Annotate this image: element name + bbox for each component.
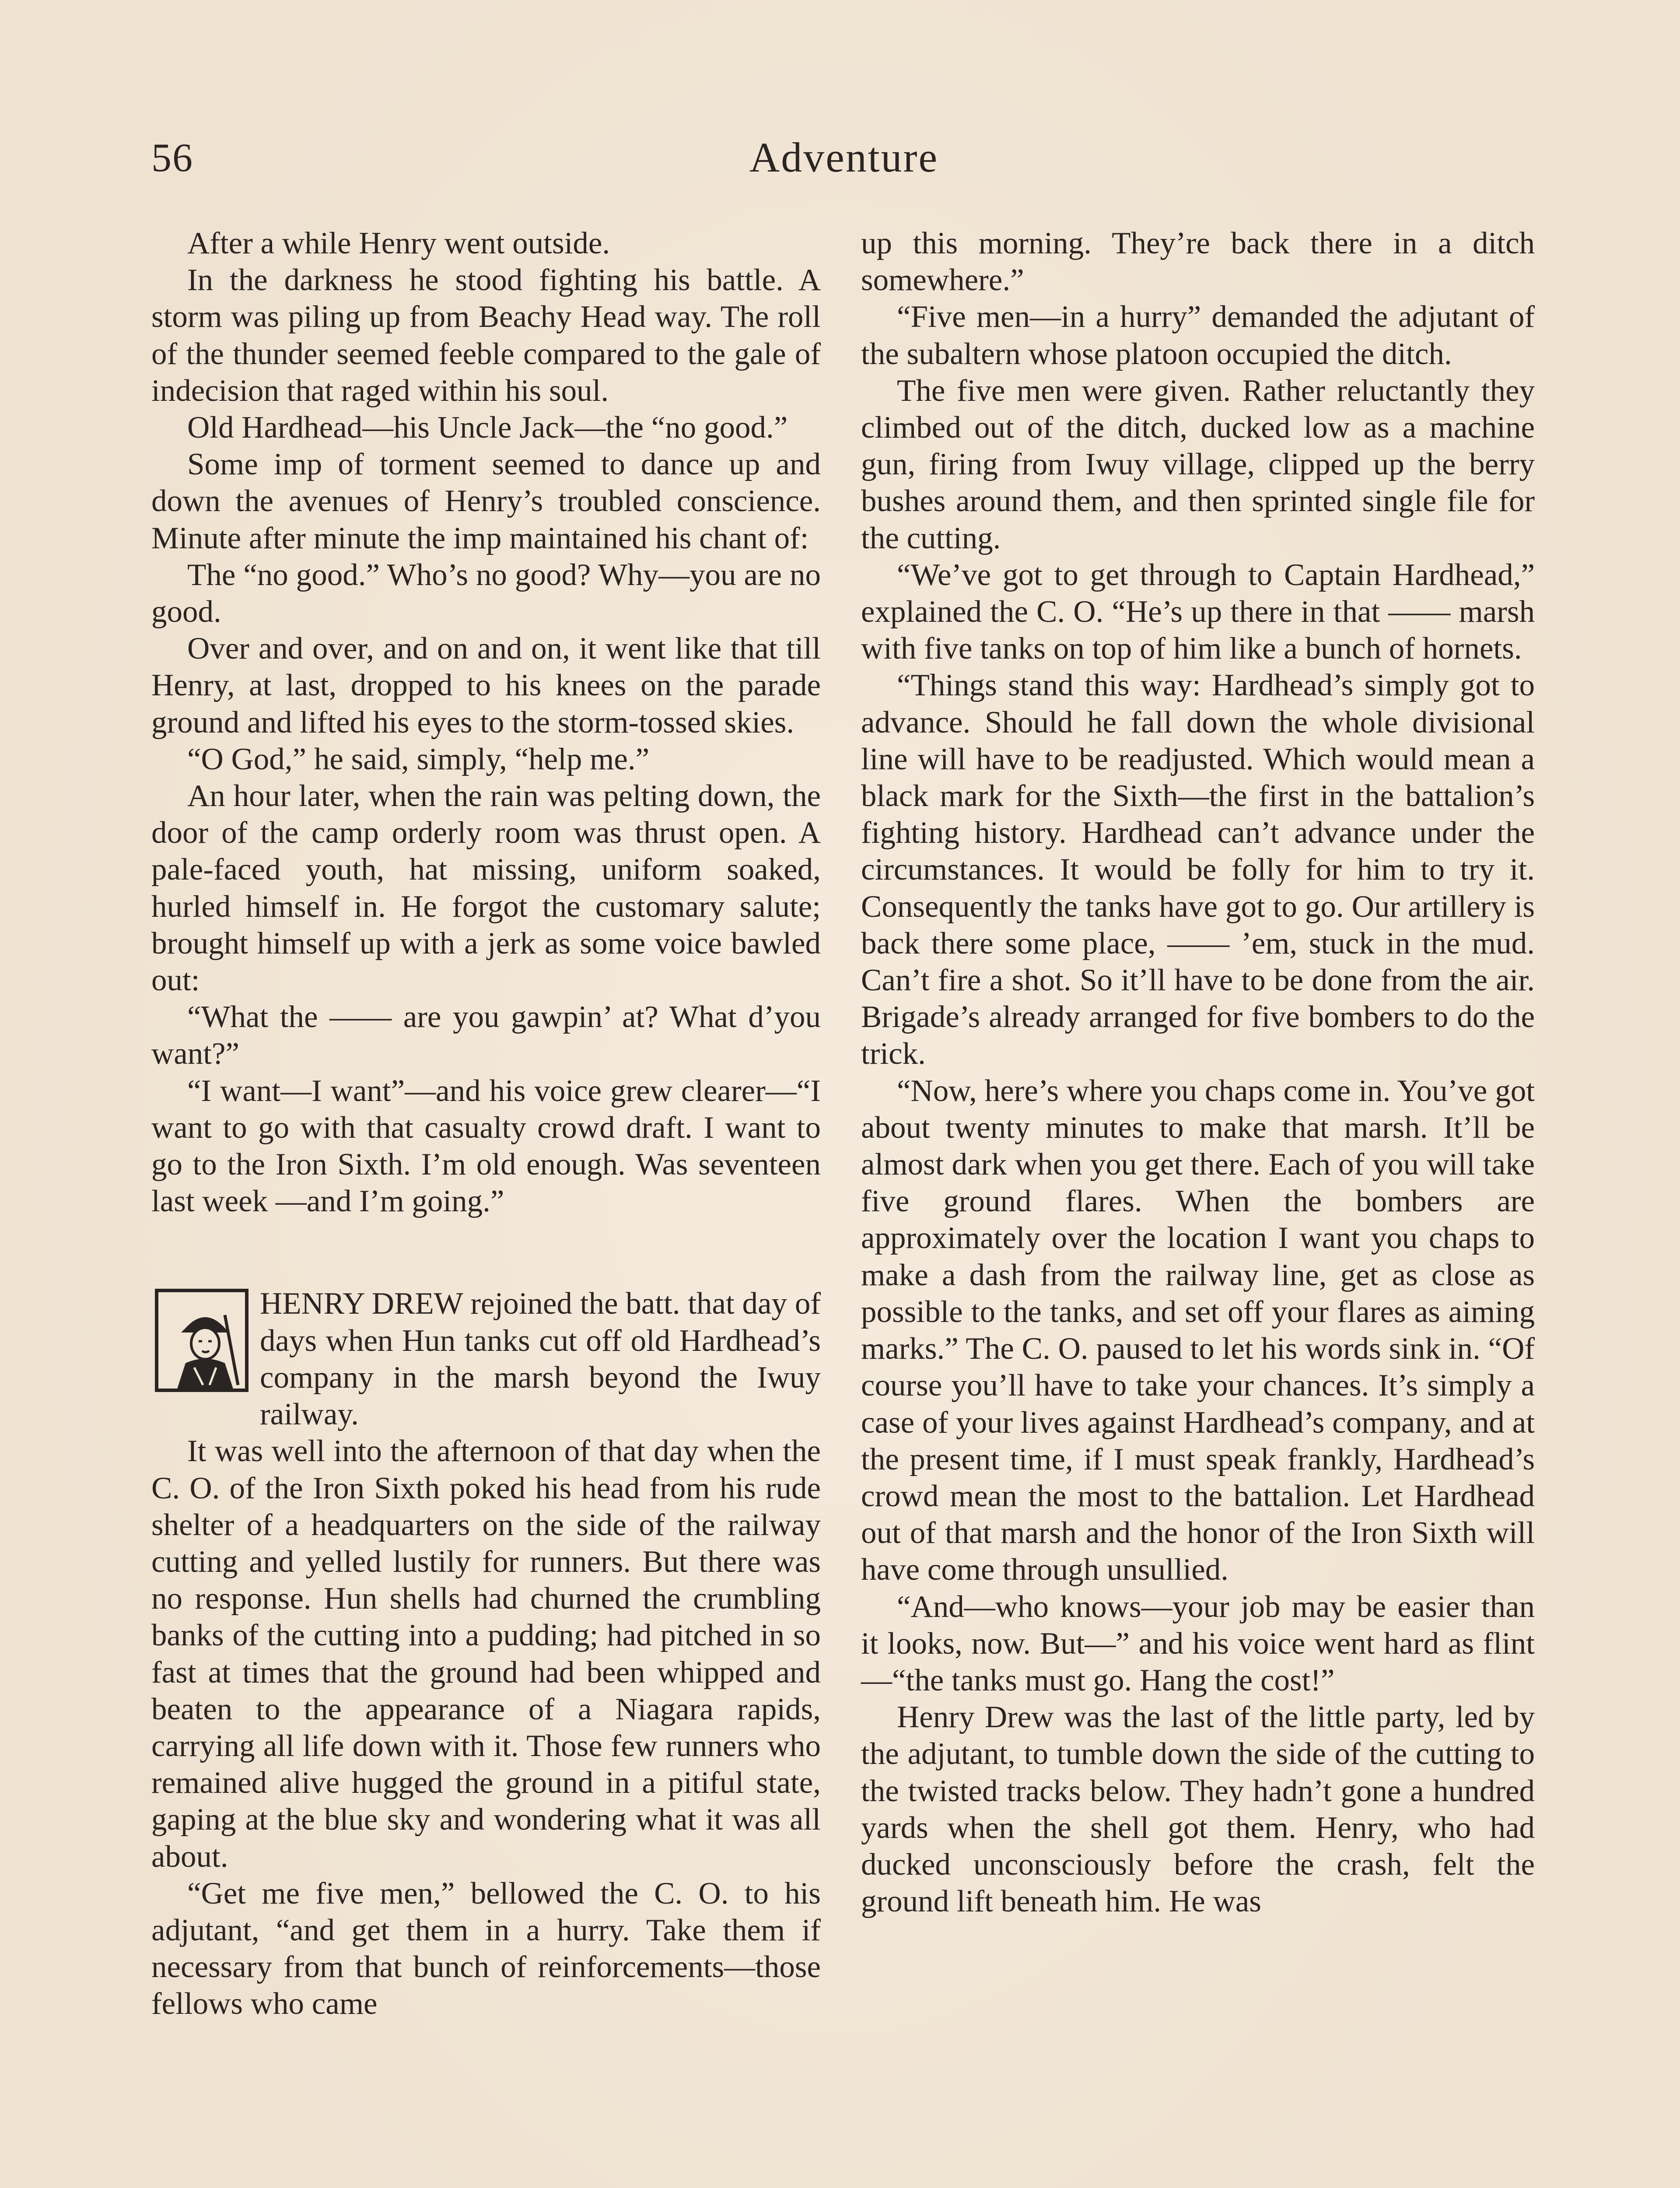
- right-column: [861, 225, 1535, 1920]
- section-opening: [151, 1285, 821, 1433]
- page-number: 56: [151, 135, 193, 180]
- paragraph: “Things stand this way: Hardhead’s simply got to advance. Should he fall down the whole divisional line will have to be readjusted. Which would mean a black mark for the Sixth—the first in the battalion’s fighting history. Hardhead can’t advance under the circumstances. It would be folly for him to try it. Consequently the tanks have got to go. Our artillery is back there some place, —— ’em, stuck in the mud. Can’t fire a shot. So it’ll have to be done from the air. Brigade’s already arranged for five bombers to do the trick.: [861, 668, 1535, 1071]
- left-paragraphs-bottom: [151, 1433, 821, 2022]
- paragraph: Some imp of torment seemed to dance up and down the avenues of Henry’s troubled conscience. Minute after minute the imp maintained his chant of:: [151, 447, 821, 555]
- page-header: [151, 129, 1536, 186]
- initial-frame: [155, 1289, 248, 1392]
- paragraph: It was well into the afternoon of that day when the C. O. of the Iron Sixth poked his head from his rude shelter of a headquarters on the side of the railway cutting and yelled lustily for runners. But there was no response. Hun shells had churned the crumbling banks of the cutting into a pudding; had pitched in so fast at times that the ground had been whipped and beaten to the appearance of a Niagara rapids, carrying all life down with it. Those few runners who remained alive hugged the ground in a pitiful state, gaping at the blue sky and wondering what it was all about.: [151, 1434, 821, 1874]
- running-head: Adventure: [749, 134, 939, 181]
- paragraph: An hour later, when the rain was pelting down, the door of the camp orderly room was thrust open. A pale-faced youth, hat missing, uniform soaked, hurled himself in. He forgot the customary salute; brought himself up with a jerk as some voice bawled out:: [151, 779, 821, 998]
- left-paragraphs-top: [151, 225, 821, 1220]
- soldier-portrait-icon: [168, 1297, 242, 1390]
- paragraph: “Five men—in a hurry” demanded the adjutant of the subaltern whose platoon occupied the ditch.: [861, 300, 1535, 371]
- paragraph: “O God,” he said, simply, “help me.”: [187, 742, 650, 776]
- paragraph: “I want—I want”—and his voice grew clearer—“I want to go with that casualty crowd draft. I want to go to the Iron Sixth. I’m old enough. Was seventeen last week —and I’m going.”: [151, 1073, 821, 1219]
- paragraph: “We’ve got to get through to Captain Hardhead,” explained the C. O. “He’s up there in that —— marsh with five tanks on top of him like a bunch of hornets.: [861, 558, 1535, 666]
- paragraph: “Get me five men,” bellowed the C. O. to his adjutant, “and get them in a hurry. Take them if necessary from that bunch of reinforcements—those fellows who came: [151, 1876, 821, 2021]
- section-opening-paragraph: HENRY DREW rejoined the batt. that day of days when Hun tanks cut off old Hardhead’s company in the marsh beyond the Iwuy railway.: [260, 1287, 821, 1432]
- left-column: [151, 225, 821, 2023]
- paragraph: “Now, here’s where you chaps come in. You’ve got about twenty minutes to make that marsh. It’ll be almost dark when you get there. Each of you will take five ground flares. When the bombers are approximately over the location I want you chaps to make a dash from the railway line, get as close as possible to the tanks, and set off your flares as aiming marks.” The C. O. paused to let his words sink in. “Of course you’ll have to take your chances. It’s simply a case of your lives against Hardhead’s company, and at the present time, if I must speak frankly, Hardhead’s crowd mean the most to the battalion. Let Hardhead out of that marsh and the honor of the Iron Sixth will have come through unsullied.: [861, 1073, 1535, 1587]
- section-break: [151, 1220, 821, 1285]
- paragraph: In the darkness he stood fighting his battle. A storm was piling up from Beachy Head way. The roll of the thunder seemed feeble compared to the gale of indecision that raged within his soul.: [151, 263, 821, 408]
- paragraph: The “no good.” Who’s no good? Why—you are no good.: [151, 558, 821, 629]
- paragraph: “And—who knows—your job may be easier than it looks, now. But—” and his voice went hard as flint—“the tanks must go. Hang the cost!”: [861, 1589, 1535, 1697]
- paragraph: “What the —— are you gawpin’ at? What d’you want?”: [151, 1000, 821, 1071]
- paragraph: The five men were given. Rather reluctantly they climbed out of the ditch, ducked low as a machine gun, firing from Iwuy village, clipped up the berry bushes around them, and then sprinted single file for the cutting.: [861, 373, 1535, 555]
- continued-paragraph: up this morning. They’re back there in a ditch somewhere.”: [861, 226, 1535, 298]
- illustrated-initial: [151, 1285, 252, 1396]
- paragraph: Henry Drew was the last of the little party, led by the adjutant, to tumble down the side of the cutting to the twisted tracks below. They hadn’t gone a hundred yards when the shell got them. Henry, who had ducked unconsciously before the crash, felt the ground lift beneath him. He was: [861, 1700, 1535, 1919]
- paragraph: After a while Henry went outside.: [187, 226, 610, 260]
- paragraph: Over and over, and on and on, it went like that till Henry, at last, dropped to his knees on the parade ground and lifted his eyes to the storm-tossed skies.: [151, 631, 821, 740]
- paragraph: Old Hardhead—his Uncle Jack—the “no good.”: [187, 410, 788, 445]
